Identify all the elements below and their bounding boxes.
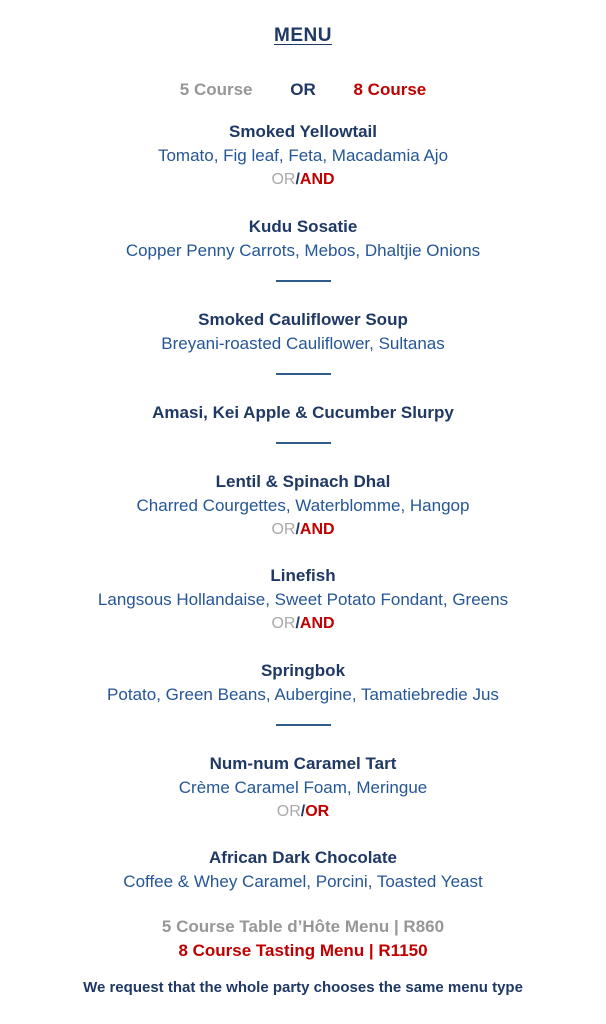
course-kudu-sosatie [0,215,606,263]
course-name: Kudu Sosatie [248,217,358,236]
course-springbok [0,659,606,707]
menu-note: We request that the whole party chooses the same menu type [83,979,523,996]
course-linefish [0,564,606,636]
course-name: Smoked Yellowtail [228,122,378,141]
connector-and: AND [299,615,335,632]
connector-slash: / [295,171,300,188]
connector-slash: / [295,521,300,538]
course-connector [0,612,606,636]
course-african-dark-chocolate [0,846,606,894]
course-name: Lentil & Spinach Dhal [215,472,391,491]
section-divider [276,280,331,282]
course-description: Breyani-roasted Cauliflower, Sultanas [161,334,445,353]
menu-title-row [0,0,606,48]
eight-course-option: 8 Course [353,80,427,99]
course-connector [0,800,606,824]
connector-or: OR [276,803,301,820]
course-name: Springbok [260,661,346,680]
course-selector [0,78,606,102]
connector-or: OR [271,171,296,188]
course-name: Smoked Cauliflower Soup [198,310,408,329]
course-smoked-yellowtail [0,120,606,192]
course-description: Tomato, Fig leaf, Feta, Macadamia Ajo [157,146,449,165]
five-course-price: 5 Course Table d’Hôte Menu | R860 [161,917,445,936]
eight-course-price: 8 Course Tasting Menu | R1150 [178,941,428,960]
course-description: Langsous Hollandaise, Sweet Potato Fondant, Greens [97,590,509,609]
five-course-option: 5 Course [179,80,253,99]
course-num-num-caramel-tart [0,752,606,824]
connector-or-right: OR [305,803,330,820]
course-description: Crème Caramel Foam, Meringue [178,778,428,797]
course-name: Linefish [270,566,336,585]
connector-and: AND [299,171,335,188]
connector-and: AND [299,521,335,538]
page-title: MENU [274,25,332,46]
course-description: Copper Penny Carrots, Mebos, Dhaltjie Onions [125,241,481,260]
course-description: Coffee & Whey Caramel, Porcini, Toasted Yeast [123,872,483,891]
connector-slash: / [300,803,306,820]
course-lentil-spinach-dhal [0,470,606,542]
course-description: Potato, Green Beans, Aubergine, Tamatiebredie Jus [107,685,499,704]
section-divider [276,373,331,375]
course-name: Num-num Caramel Tart [209,754,397,773]
connector-or: OR [271,615,296,632]
course-connector [0,518,606,542]
course-description: Charred Courgettes, Waterblomme, Hangop [136,496,470,515]
course-amasi-slurpy [0,401,606,425]
course-name: African Dark Chocolate [209,848,397,867]
or-separator: OR [290,80,316,99]
course-smoked-cauliflower-soup [0,308,606,356]
section-divider [276,724,331,726]
connector-or: OR [271,521,296,538]
section-divider [276,442,331,444]
course-connector [0,168,606,192]
connector-slash: / [295,615,300,632]
course-name: Amasi, Kei Apple & Cucumber Slurpy [152,403,454,422]
